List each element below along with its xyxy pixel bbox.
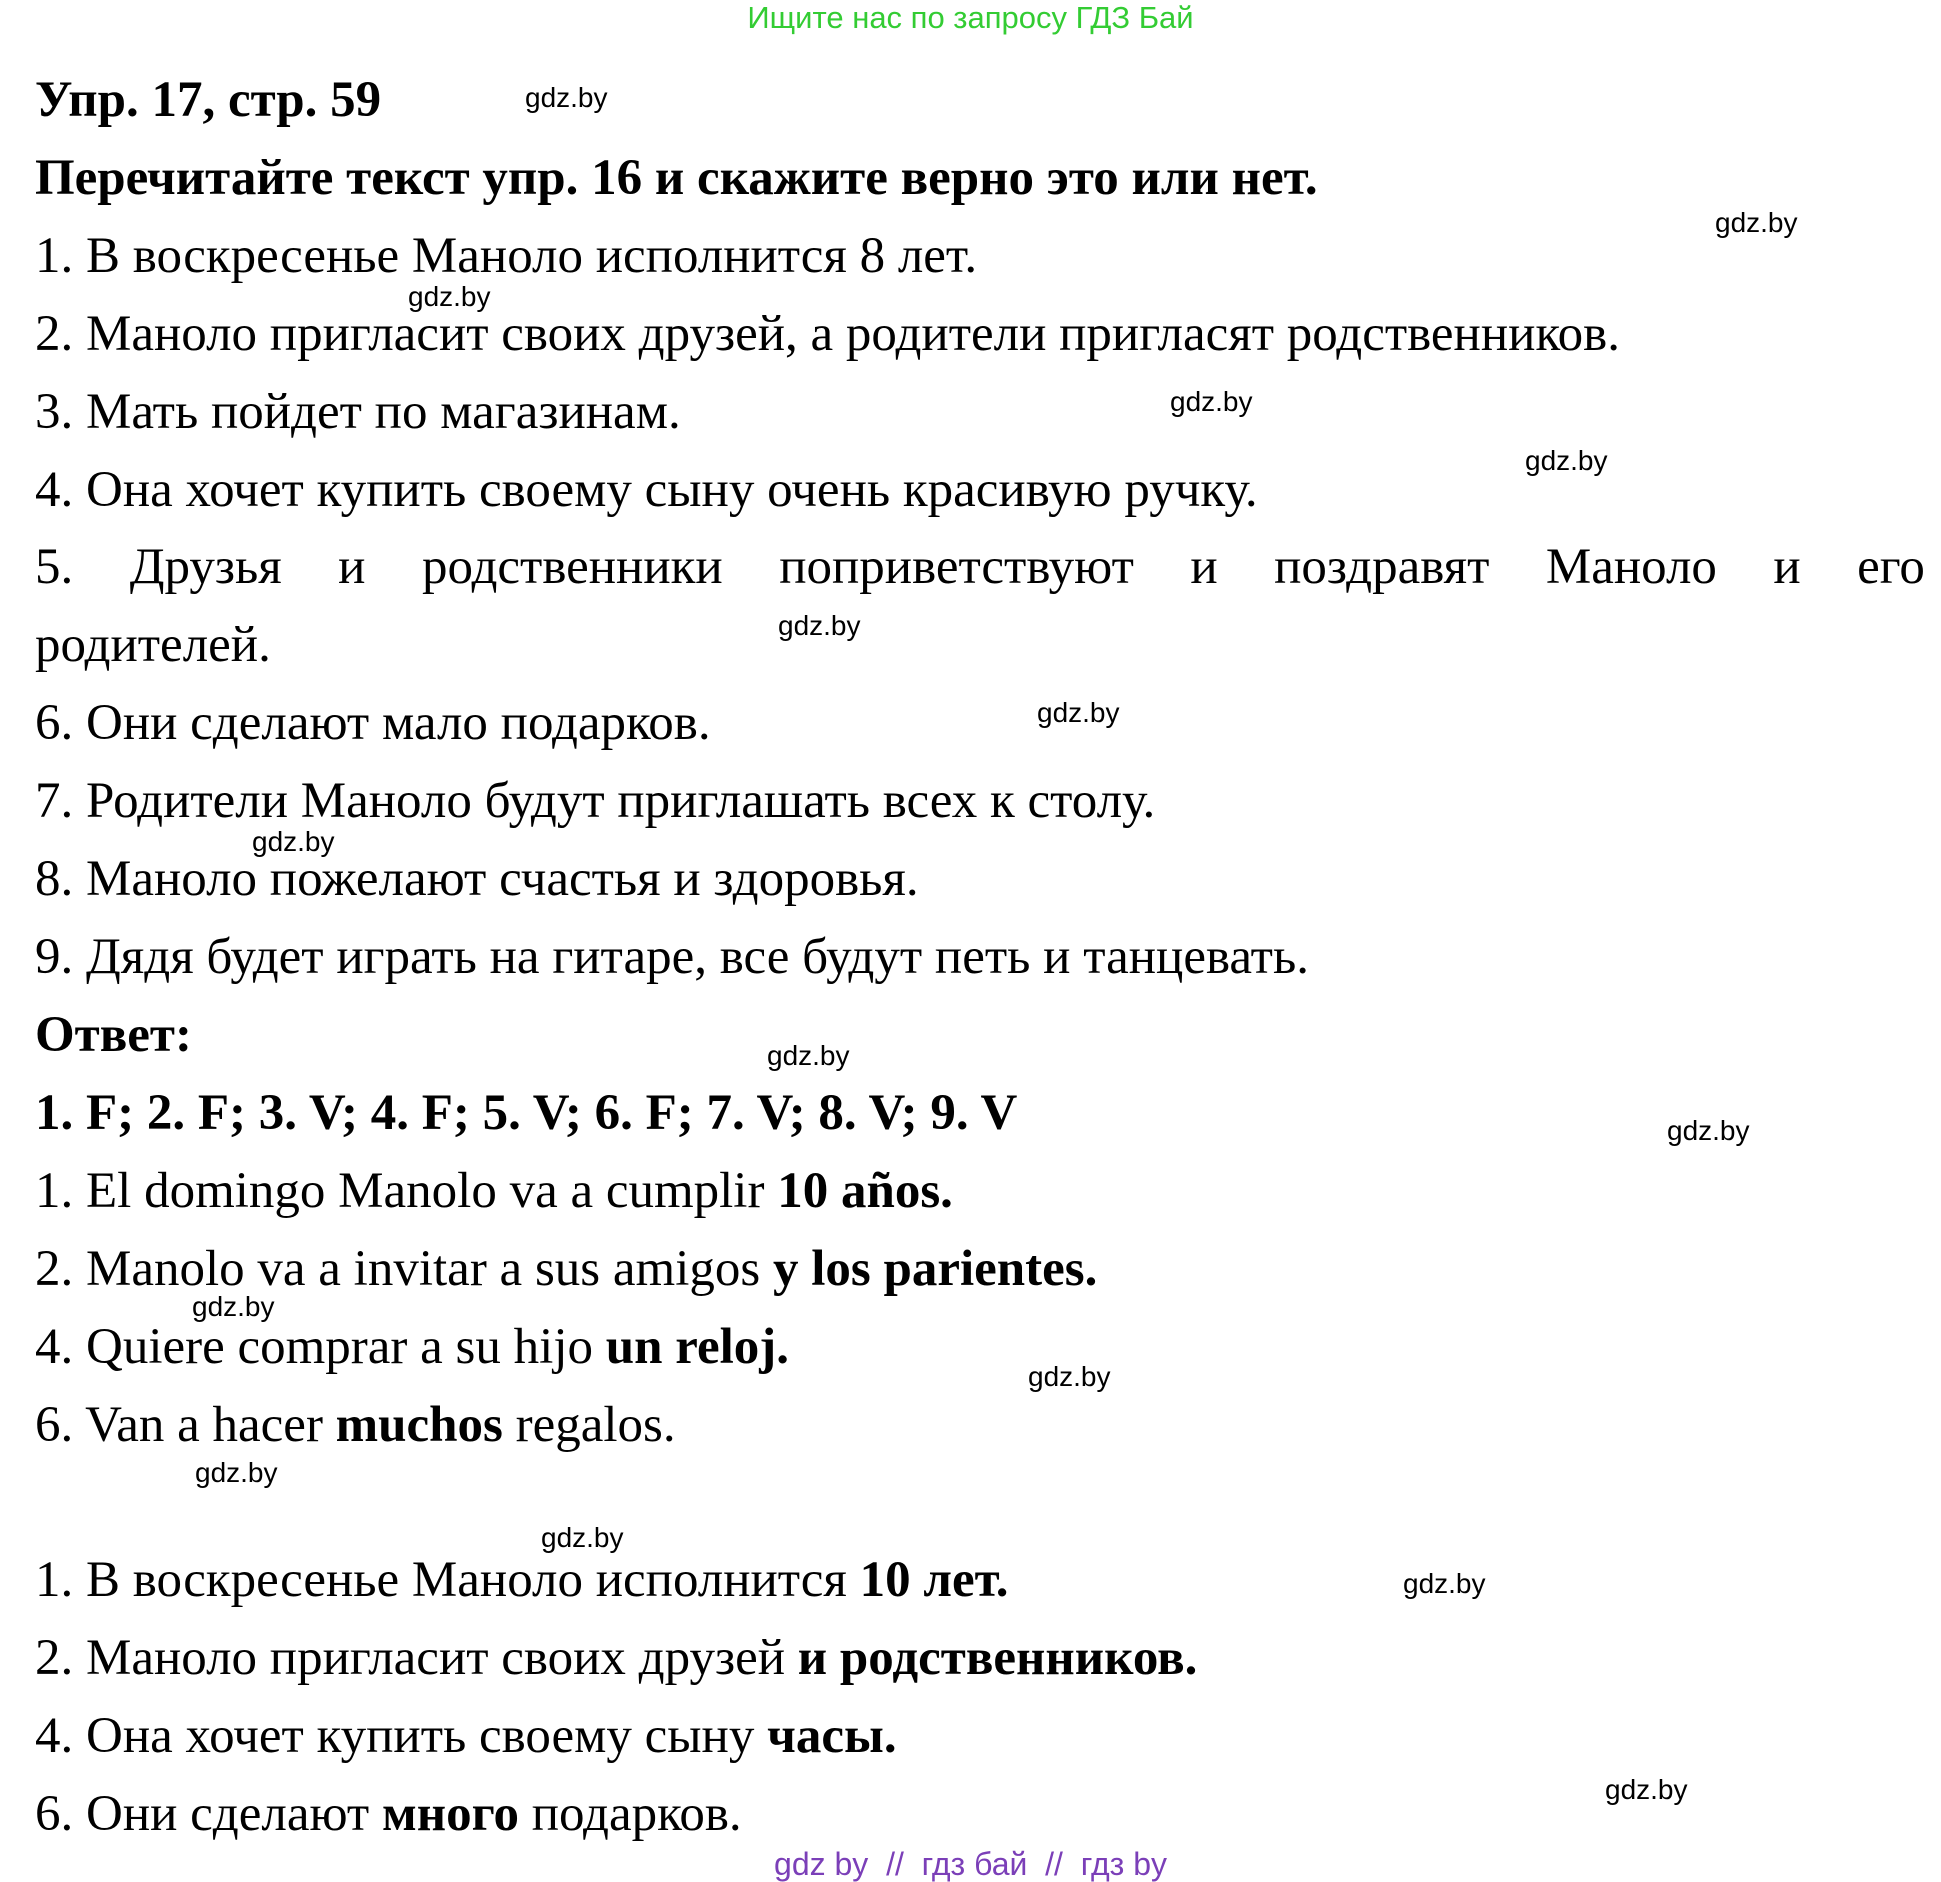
correction-text: 2. Manolo va a invitar a sus amigos xyxy=(35,1241,773,1297)
watermark: gdz.by xyxy=(1667,1115,1750,1146)
watermark: gdz.by xyxy=(1403,1568,1486,1599)
watermark: gdz.by xyxy=(778,610,861,641)
correction-text: подарков. xyxy=(518,1786,742,1842)
watermark: gdz.by xyxy=(1037,697,1120,728)
watermark: gdz.by xyxy=(525,82,608,113)
correction-emphasis: и родственников. xyxy=(797,1630,1198,1686)
watermark: gdz.by xyxy=(1170,386,1253,417)
correction-text: 4. Quiere comprar a su hijo xyxy=(35,1319,606,1375)
statement-5-word: родственники xyxy=(421,539,723,595)
watermark: gdz.by xyxy=(408,281,491,312)
statement-5-word: Маноло xyxy=(1545,539,1717,595)
statement-8: 8. Маноло пожелают счастья и здоровья. xyxy=(35,851,919,907)
correction-emphasis: 10 лет. xyxy=(859,1552,1009,1608)
statement-5-word: 5. xyxy=(35,539,74,595)
watermark: gdz.by xyxy=(1605,1774,1688,1805)
statement-5-word: его xyxy=(1857,539,1925,595)
watermark: gdz.by xyxy=(195,1457,278,1488)
correction-text: 1. В воскресенье Маноло исполнится xyxy=(35,1552,860,1608)
russian-correction-2 xyxy=(35,1628,1197,1688)
statement-7: 7. Родители Маноло будут приглашать всех к столу. xyxy=(35,773,1156,829)
answer-label: Ответ: xyxy=(35,1007,192,1063)
statement-1: 1. В воскресенье Маноло исполнится 8 лет. xyxy=(35,228,978,284)
correction-emphasis: часы. xyxy=(767,1708,897,1764)
statement-4: 4. Она хочет купить своему сыну очень красивую ручку. xyxy=(35,462,1258,518)
correction-text: 6. Van a hacer xyxy=(35,1397,336,1453)
correction-emphasis: 10 años. xyxy=(777,1163,953,1219)
russian-correction-6 xyxy=(35,1784,742,1844)
statement-5-word: и xyxy=(338,539,366,595)
statement-5-continuation: родителей. xyxy=(35,617,271,673)
statement-2: 2. Маноло пригласит своих друзей, а родители пригласят родственников. xyxy=(35,306,1620,362)
correction-text: 6. Они сделают xyxy=(35,1786,382,1842)
watermark: gdz.by xyxy=(541,1522,624,1553)
russian-correction-1 xyxy=(35,1550,1009,1610)
statement-5-word: Друзья xyxy=(129,539,282,595)
answer-key: 1. F; 2. F; 3. V; 4. F; 5. V; 6. F; 7. V; 8. V; 9. V xyxy=(35,1085,1018,1141)
watermark: gdz.by xyxy=(252,826,335,857)
correction-text: 2. Маноло пригласит своих друзей xyxy=(35,1630,798,1686)
watermark: gdz.by xyxy=(767,1040,850,1071)
statement-5 xyxy=(35,537,1925,597)
exercise-instruction: Перечитайте текст упр. 16 и скажите верно это или нет. xyxy=(35,150,1318,206)
watermark: gdz.by xyxy=(1525,445,1608,476)
watermark: gdz.by xyxy=(192,1291,275,1322)
exercise-title: Упр. 17, стр. 59 xyxy=(35,72,382,128)
spanish-correction-6 xyxy=(35,1395,676,1455)
correction-text: regalos. xyxy=(502,1397,676,1453)
statement-5-word: поприветствуют xyxy=(779,539,1134,595)
correction-emphasis: y los parientes. xyxy=(772,1241,1098,1297)
statement-3: 3. Мать пойдет по магазинам. xyxy=(35,384,681,440)
russian-correction-4 xyxy=(35,1706,897,1766)
statement-5-word: и xyxy=(1190,539,1218,595)
spanish-correction-4 xyxy=(35,1317,789,1377)
spanish-correction-2 xyxy=(35,1239,1097,1299)
watermark: gdz.by xyxy=(1028,1361,1111,1392)
statement-6: 6. Они сделают мало подарков. xyxy=(35,695,711,751)
statement-9: 9. Дядя будет играть на гитаре, все будут петь и танцевать. xyxy=(35,929,1309,985)
statement-5-word: поздравят xyxy=(1274,539,1490,595)
correction-emphasis: un reloj. xyxy=(605,1319,789,1375)
watermark: gdz.by xyxy=(1715,207,1798,238)
statement-5-word: и xyxy=(1773,539,1801,595)
correction-text: 4. Она хочет купить своему сыну xyxy=(35,1708,768,1764)
correction-emphasis: много xyxy=(381,1786,519,1842)
top-banner: Ищите нас по запросу ГДЗ Бай xyxy=(747,0,1194,35)
correction-emphasis: muchos xyxy=(335,1397,503,1453)
footer-watermark: gdz by // гдз бай // гдз by xyxy=(774,1846,1167,1882)
correction-text: 1. El domingo Manolo va a cumplir xyxy=(35,1163,778,1219)
spanish-correction-1 xyxy=(35,1161,953,1221)
